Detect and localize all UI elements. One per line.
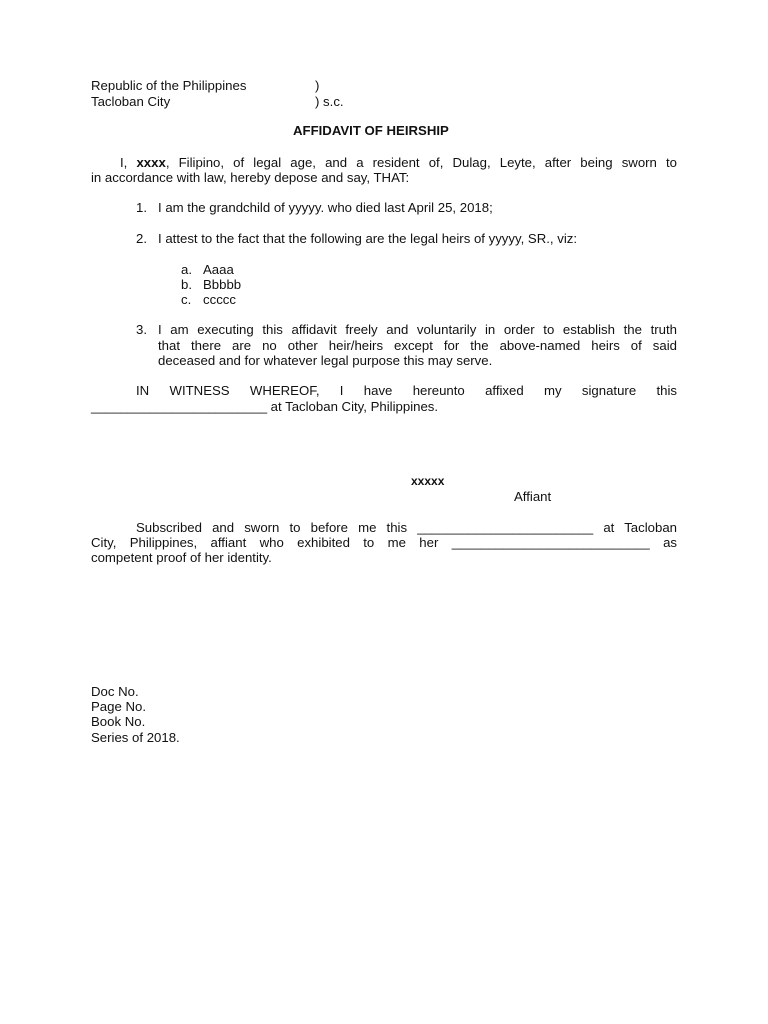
jurat-line-3: competent proof of her identity. bbox=[91, 550, 272, 565]
item-2-text: I attest to the fact that the following are the legal heirs of yyyyy, SR., viz: bbox=[158, 231, 578, 246]
heir-c-letter: c. bbox=[181, 292, 192, 307]
heir-b-name: Bbbbb bbox=[203, 277, 242, 292]
heir-a-letter: a. bbox=[181, 262, 192, 277]
jurat-line-1: Subscribed and sworn to before me this ________________________ at Tacloban bbox=[136, 520, 677, 535]
witness-line-1: IN WITNESS WHEREOF, I have hereunto affixed my signature this bbox=[136, 383, 677, 398]
item-3-number: 3. bbox=[136, 322, 147, 337]
notary-book-no: Book No. bbox=[91, 714, 146, 729]
notary-page-no: Page No. bbox=[91, 699, 146, 714]
item-2-number: 2. bbox=[136, 231, 147, 246]
venue-line-2-mark: ) s.c. bbox=[315, 94, 344, 109]
venue-line-1: Republic of the Philippines bbox=[91, 78, 247, 93]
document-title: AFFIDAVIT OF HEIRSHIP bbox=[293, 123, 449, 138]
item-3-line-3: deceased and for whatever legal purpose this may serve. bbox=[158, 353, 493, 368]
heir-b-letter: b. bbox=[181, 277, 192, 292]
heir-a-name: Aaaa bbox=[203, 262, 234, 277]
affiant-signature-name: xxxxx bbox=[411, 474, 445, 488]
affiant-role-label: Affiant bbox=[514, 489, 552, 504]
venue-line-2: Tacloban City bbox=[91, 94, 171, 109]
intro-line-1 bbox=[120, 155, 677, 170]
venue-line-1-mark: ) bbox=[315, 78, 320, 93]
witness-line-2: ________________________ at Tacloban City, Philippines. bbox=[91, 399, 439, 414]
affiant-name-intro: xxxx bbox=[136, 155, 166, 170]
notary-doc-no: Doc No. bbox=[91, 684, 139, 699]
intro-line-1-rest: , Filipino, of legal age, and a resident of, Dulag, Leyte, after being sworn to bbox=[165, 155, 678, 170]
notary-series: Series of 2018. bbox=[91, 730, 180, 745]
item-3-line-1: I am executing this affidavit freely and voluntarily in order to establish the truth bbox=[158, 322, 677, 337]
item-3-line-2: that there are no other heir/heirs except for the above-named heirs of said bbox=[158, 338, 677, 353]
item-1-text: I am the grandchild of yyyyy. who died last April 25, 2018; bbox=[158, 200, 493, 215]
heir-c-name: ccccc bbox=[203, 292, 236, 307]
jurat-line-2: City, Philippines, affiant who exhibited to me her ___________________________ as bbox=[91, 535, 677, 550]
intro-prefix: I, bbox=[120, 155, 137, 170]
item-1-number: 1. bbox=[136, 200, 147, 215]
intro-line-2: in accordance with law, hereby depose and say, THAT: bbox=[91, 170, 410, 185]
